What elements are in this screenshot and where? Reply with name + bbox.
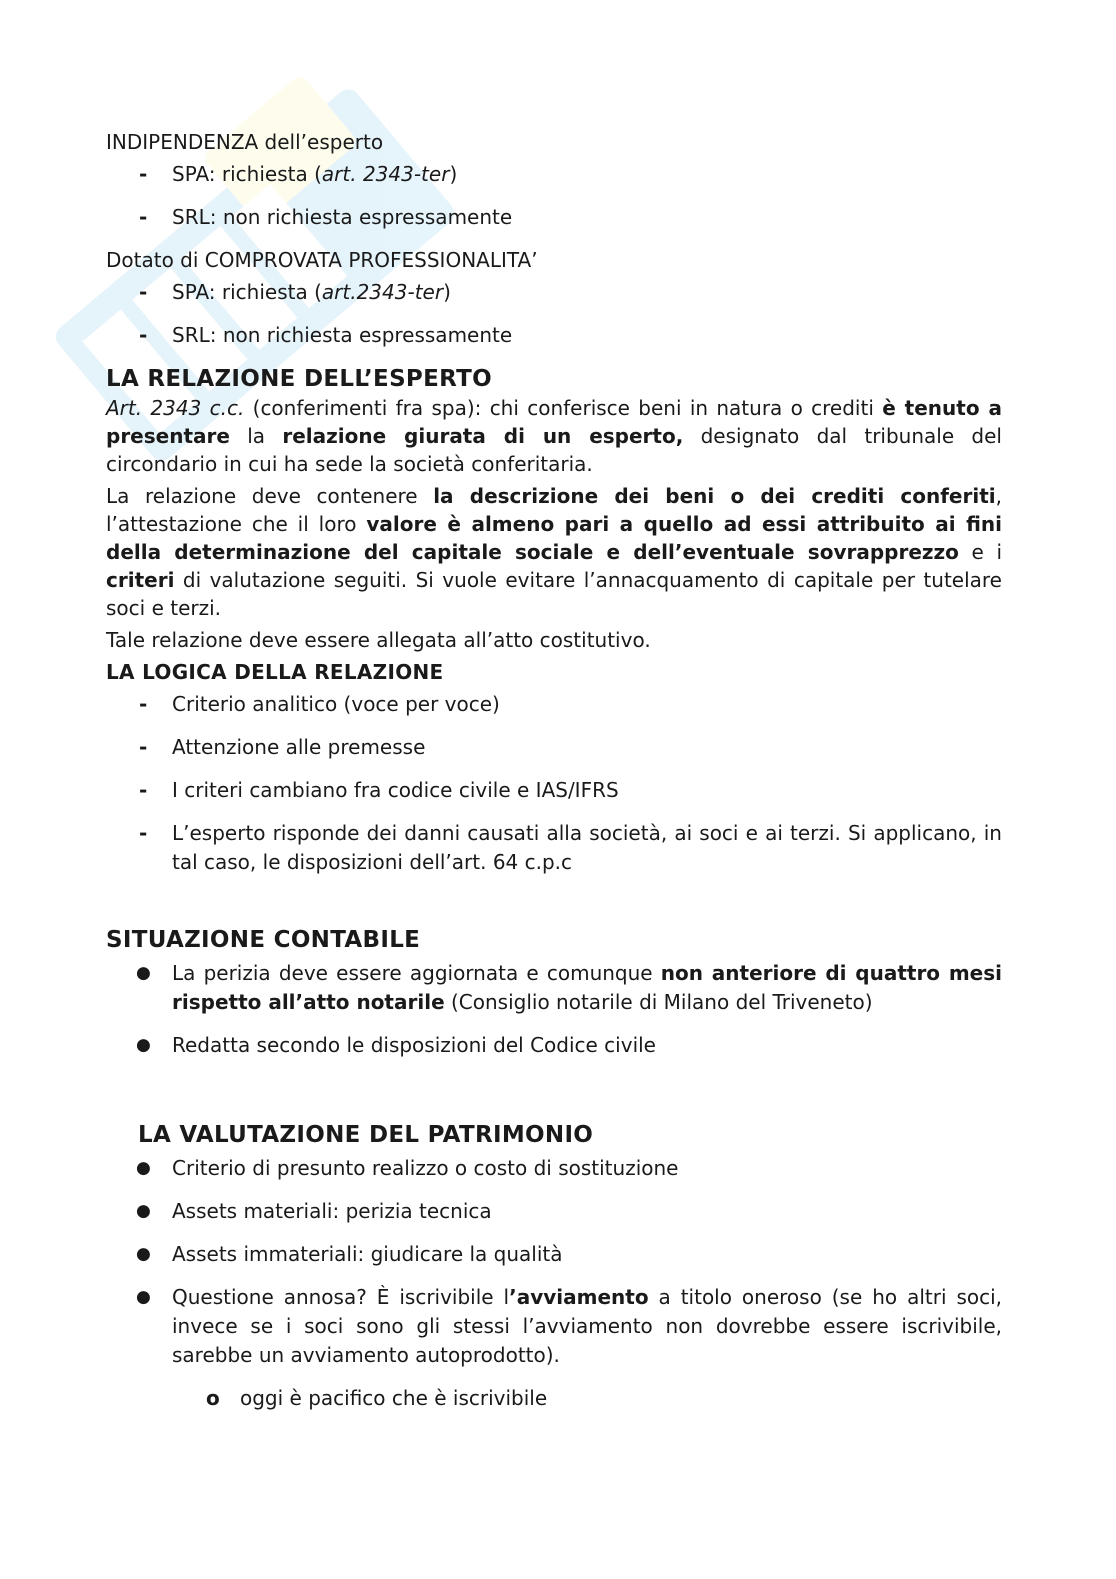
- sub-list-item: o oggi è pacifico che è iscrivibile: [106, 1384, 1002, 1413]
- list-item: - I criteri cambiano fra codice civile e IAS/IFRS: [106, 776, 1002, 805]
- dash-marker: -: [139, 162, 148, 186]
- list-item: - Criterio analitico (voce per voce): [106, 690, 1002, 719]
- list-item: ● Redatta secondo le disposizioni del Codice civile: [106, 1031, 1002, 1060]
- bullet-marker: ●: [136, 1035, 151, 1055]
- list-item: - SRL: non richiesta espressamente: [106, 203, 1002, 232]
- situazione-title: SITUAZIONE CONTABILE: [106, 927, 421, 953]
- dash-marker: -: [139, 778, 148, 802]
- relazione-title: LA RELAZIONE DELL’ESPERTO: [106, 366, 492, 392]
- dash-marker: -: [139, 821, 148, 845]
- dash-marker: -: [139, 280, 148, 304]
- valutazione-list: [106, 1154, 1002, 1413]
- list-item: ● La perizia deve essere aggiornata e comunque non anteriore di quattro mesi rispetto all’atto notarile (Consiglio notarile di Milano del Triveneto): [136, 961, 1002, 1014]
- situazione-list: [106, 959, 1002, 1060]
- professionalita-heading: Dotato di COMPROVATA PROFESSIONALITA’: [106, 248, 538, 272]
- relazione-paragraph-1: Art. 2343 c.c. (conferimenti fra spa): chi conferisce beni in natura o crediti è tenuto a presentare la relazione giurata di un esperto, designato dal tribunale del circondario in cui ha sede la società conferitaria.: [106, 396, 1002, 476]
- list-item: ● Assets immateriali: giudicare la qualità: [106, 1240, 1002, 1269]
- bullet-marker: ●: [136, 963, 151, 983]
- bullet-marker: ●: [136, 1201, 151, 1221]
- dash-marker: -: [139, 205, 148, 229]
- indipendenza-list: [106, 160, 1002, 232]
- relazione-paragraph-2: La relazione deve contenere la descrizione dei beni o dei crediti conferiti, l’attestazione che il loro valore è almeno pari a quello ad essi attribuito ai fini della determinazione del capitale sociale e dell’eventuale sovrapprezzo e i criteri di valutazione seguiti. Si vuole evitare l’annacquamento di capitale per tutelare soci e terzi.: [106, 484, 1002, 620]
- indipendenza-heading: INDIPENDENZA dell’esperto: [106, 130, 384, 154]
- dash-marker: -: [139, 692, 148, 716]
- list-item: - SPA: richiesta (art. 2343-ter): [106, 160, 1002, 189]
- list-item: ● Criterio di presunto realizzo o costo di sostituzione: [106, 1154, 1002, 1183]
- dash-marker: -: [139, 323, 148, 347]
- professionalita-list: [106, 278, 1002, 350]
- list-item: - Attenzione alle premesse: [106, 733, 1002, 762]
- bullet-marker: ●: [136, 1244, 151, 1264]
- bullet-marker: ●: [136, 1287, 151, 1307]
- logica-title: LA LOGICA DELLA RELAZIONE: [106, 660, 444, 684]
- logica-list: [106, 690, 1002, 877]
- list-item: ● Assets materiali: perizia tecnica: [106, 1197, 1002, 1226]
- list-item: - SPA: richiesta (art.2343-ter): [106, 278, 1002, 307]
- sub-bullet-marker: o: [206, 1386, 220, 1410]
- list-item: - SRL: non richiesta espressamente: [106, 321, 1002, 350]
- list-item: ● Questione annosa? È iscrivibile l’avviamento a titolo oneroso (se ho altri soci, invece se i soci sono gli stessi l’avviamento non dovrebbe essere iscrivibile, sarebbe un avviamento autoprodotto).: [136, 1285, 1003, 1367]
- relazione-paragraph-3: Tale relazione deve essere allegata all’atto costitutivo.: [106, 628, 651, 652]
- bullet-marker: ●: [136, 1158, 151, 1178]
- document-page: [106, 128, 1002, 1413]
- dash-marker: -: [139, 735, 148, 759]
- valutazione-title: LA VALUTAZIONE DEL PATRIMONIO: [138, 1122, 594, 1148]
- list-item: - L’esperto risponde dei danni causati alla società, ai soci e ai terzi. Si applicano, in tal caso, le disposizioni dell’art. 64 c.p.c: [139, 821, 1002, 874]
